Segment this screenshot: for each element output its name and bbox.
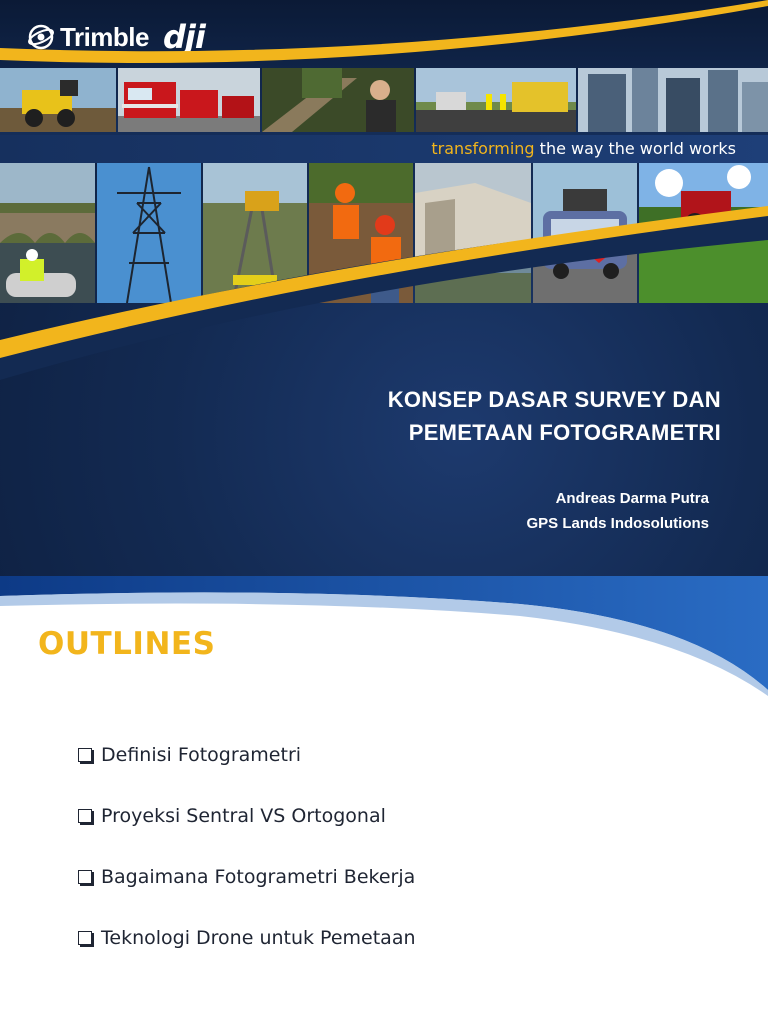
outline-item — [78, 907, 416, 968]
dji-wordmark: dji — [162, 18, 205, 56]
author-organization: GPS Lands Indosolutions — [526, 515, 709, 532]
presentation-title — [388, 383, 721, 449]
trimble-wordmark: Trimble — [60, 21, 149, 52]
tagline-highlight: transforming — [431, 139, 535, 158]
outline-title: OUTLINES — [38, 626, 216, 662]
outline-item-text: Bagaimana Fotogrametri Bekerja — [101, 865, 416, 888]
title-line-1: KONSEP DASAR SURVEY DAN — [387, 387, 721, 412]
outline-list — [78, 724, 416, 968]
outline-item-text: Proyeksi Sentral VS Ortogonal — [101, 804, 386, 827]
outline-item-text: Definisi Fotogrametri — [101, 743, 302, 766]
author-name: Andreas Darma Putra — [555, 490, 709, 507]
outline-item-text: Teknologi Drone untuk Pemetaan — [101, 926, 416, 949]
title-line-2: PEMETAAN FOTOGRAMETRI — [408, 420, 721, 445]
outline-slide — [0, 576, 768, 1024]
tagline-rest: the way the world works — [534, 139, 736, 158]
author-block — [526, 486, 709, 536]
checkbox-bullet-icon — [78, 748, 92, 762]
checkbox-bullet-icon — [78, 809, 92, 823]
outline-item — [78, 846, 416, 907]
checkbox-bullet-icon — [78, 870, 92, 884]
outline-item — [78, 724, 416, 785]
outline-item — [78, 785, 416, 846]
checkbox-bullet-icon — [78, 931, 92, 945]
